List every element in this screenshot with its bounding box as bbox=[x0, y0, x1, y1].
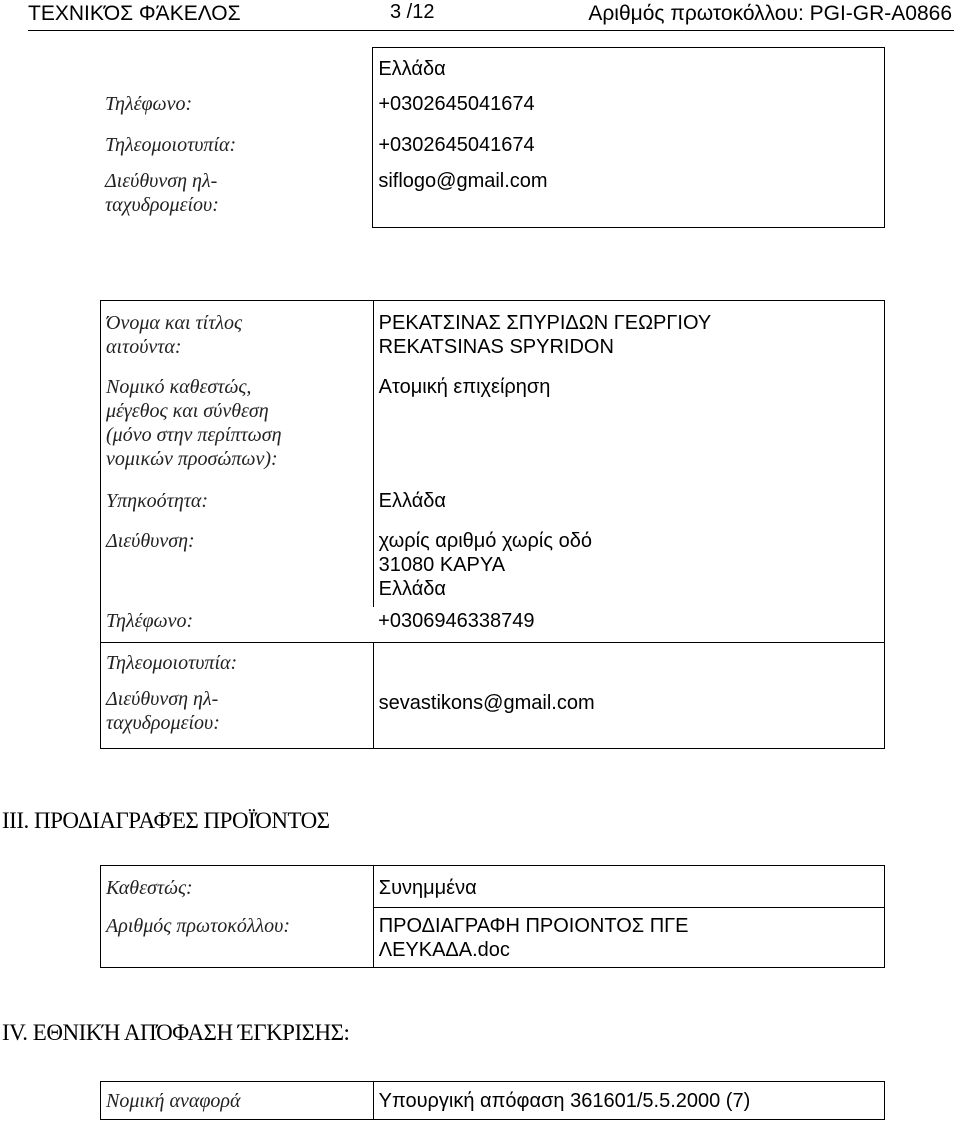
address-value: χωρίς αριθμό χωρίς οδό 31080 ΚΑΡΥΑ Ελλάδα bbox=[378, 529, 592, 600]
applicant-phone-label: Τηλέφωνο: bbox=[106, 609, 194, 632]
applicant-email-label: Διεύθυνση ηλ- ταχυδρομείου: bbox=[101, 683, 374, 749]
citizenship-value: Ελλάδα bbox=[378, 489, 446, 512]
applicant-email-value: sevastikons@gmail.com bbox=[378, 691, 595, 714]
protocol-label: Αριθμός πρωτοκόλλου: bbox=[101, 908, 374, 968]
email-value: siflogo@gmail.com bbox=[373, 166, 885, 228]
section-4-heading: IV. ΕΘΝΙΚΉ ΑΠΌΦΑΣΗ ΈΓΚΡΙΣΗΣ: bbox=[2, 1020, 350, 1045]
phone-value: +0302645041674 bbox=[373, 88, 885, 128]
fax-value: +0302645041674 bbox=[373, 128, 885, 166]
applicant-table bbox=[100, 300, 885, 749]
status-label: Καθεστώς: bbox=[101, 866, 374, 908]
header-title: ΤΕΧΝΙΚΌΣ ΦΆΚΕΛΟΣ bbox=[28, 2, 241, 25]
citizenship-label: Υπηκοότητα: bbox=[101, 481, 374, 521]
address-label: Διεύθυνση: bbox=[101, 521, 374, 607]
page-number: 3 /12 bbox=[390, 1, 435, 23]
header-protocol-number: Αριθμός πρωτοκόλλου: PGI-GR-A0866 bbox=[588, 2, 952, 25]
applicant-fax-value bbox=[373, 643, 884, 683]
legal-status-label: Νομικό καθεστώς, μέγεθος και σύνθεση (μόνο στην περίπτωση νομικών προσώπων): bbox=[101, 365, 374, 481]
applicant-name-value: ΡΕΚΑΤΣΙΝΑΣ ΣΠΥΡΙΔΩΝ ΓΕΩΡΓΙΟΥ REKATSINAS SPYRIDON bbox=[378, 312, 712, 358]
page-header bbox=[28, 0, 954, 31]
legal-reference-label: Νομική αναφορά bbox=[101, 1082, 374, 1120]
phone-label: Τηλέφωνο: bbox=[105, 92, 193, 115]
national-approval-table bbox=[100, 1081, 885, 1120]
legal-reference-value: Υπουργική απόφαση 361601/5.5.2000 (7) bbox=[378, 1090, 751, 1112]
product-spec-table bbox=[100, 865, 885, 968]
applicant-name-label: Όνομα και τίτλος αιτούντα: bbox=[101, 301, 374, 365]
country-value: Ελλάδα bbox=[373, 48, 885, 88]
empty-label-cell bbox=[100, 48, 373, 88]
contact-table-top bbox=[100, 47, 885, 228]
section-3-heading: III. ΠΡΟΔΙΑΓΡΑΦΈΣ ΠΡΟΪΌΝΤΟΣ bbox=[2, 808, 330, 833]
email-label: Διεύθυνση ηλ- ταχυδρομείου: bbox=[105, 169, 219, 216]
protocol-value: ΠΡΟΔΙΑΓΡΑΦΗ ΠΡΟΙΟΝΤΟΣ ΠΓΕ ΛΕΥΚΑΔΑ.doc bbox=[378, 915, 689, 961]
fax-label: Τηλεομοιοτυπία: bbox=[105, 133, 237, 156]
legal-status-value: Ατομική επιχείρηση bbox=[378, 375, 551, 398]
applicant-phone-value: +0306946338749 bbox=[378, 609, 535, 632]
status-value: Συνημμένα bbox=[373, 866, 884, 908]
applicant-fax-label: Τηλεομοιοτυπία: bbox=[101, 643, 374, 683]
